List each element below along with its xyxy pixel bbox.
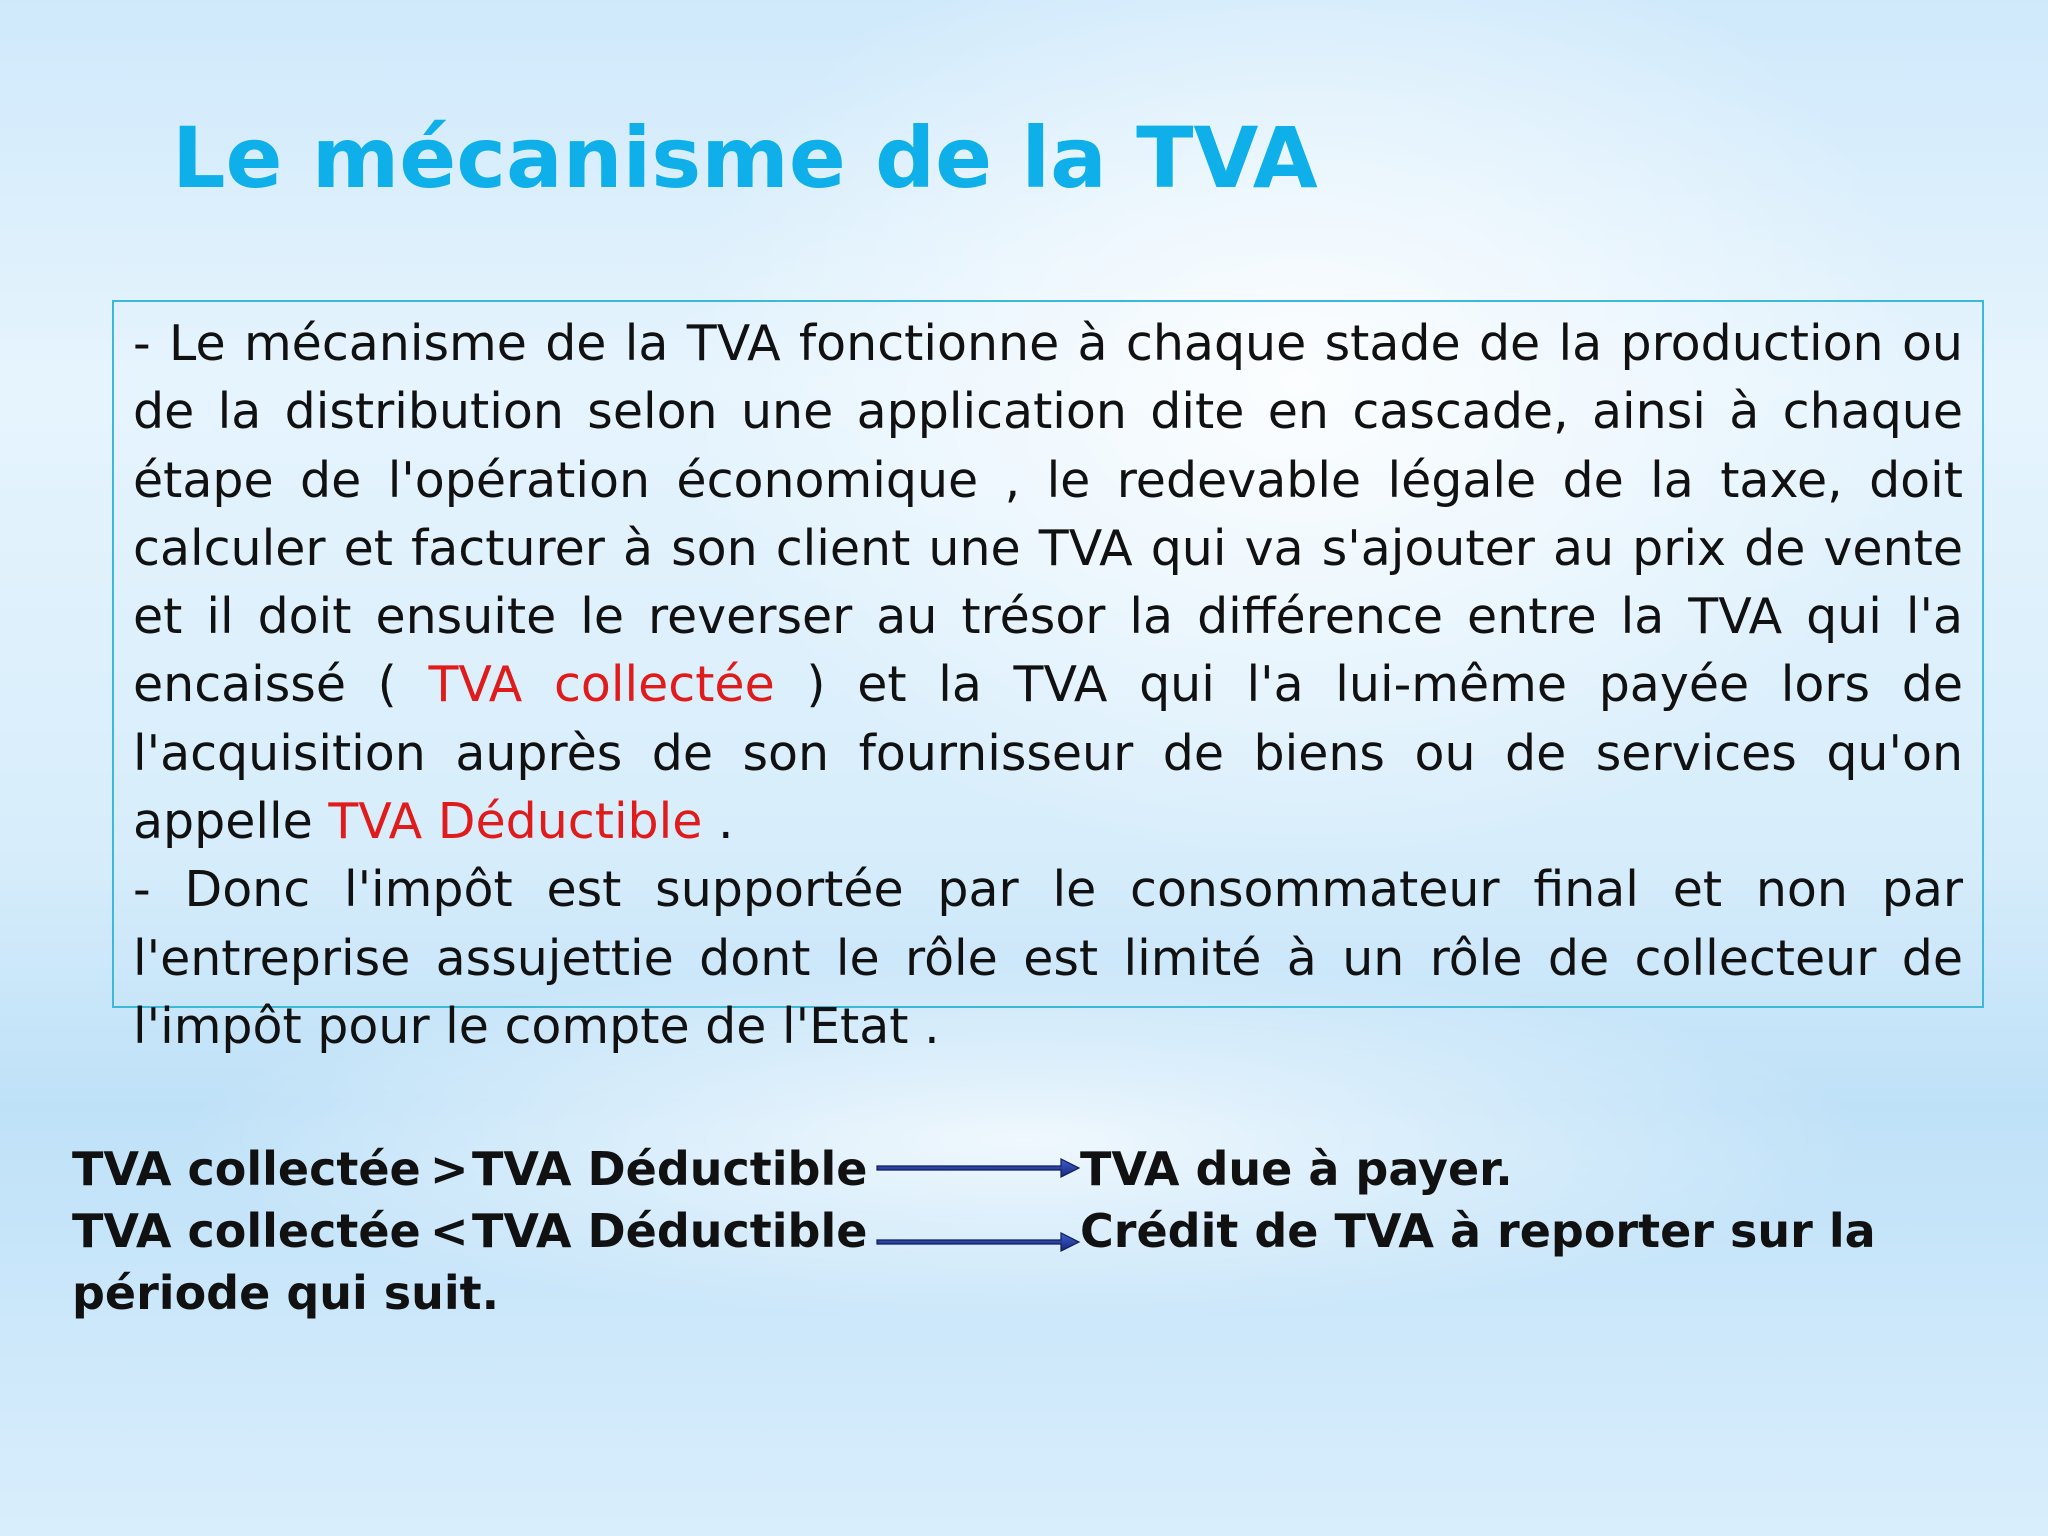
rule-continuation: période qui suit. <box>72 1266 500 1320</box>
paragraph-mechanism-text-a: - Le mécanisme de la TVA fonctionne à chaque stade de la production ou de la distribution selon une application dite en cascade, ainsi à chaque étape de l'opération économique , le redevable légale de la taxe, doit calculer et facturer à son client une TVA qui va s'ajouter au prix de vente et il doit ensuite le reverser au trésor la différence entre la TVA qui l'a encaissé ( <box>133 315 1963 714</box>
rule-right-term: TVA Déductible <box>472 1142 868 1196</box>
slide-title: Le mécanisme de la TVA <box>172 109 1318 207</box>
highlight-tva-collectee: TVA collectée <box>428 656 775 714</box>
rule-left-term: TVA collectée <box>72 1142 421 1196</box>
paragraph-consumer: - Donc l'impôt est supportée par le consommateur final et non par l'entreprise assujettie dont le rôle est limité à un rôle de collecteur de l'impôt pour le compte de l'Etat . <box>133 861 1963 1055</box>
rule-row-credit <box>72 1200 1992 1262</box>
rule-operator-greater: > <box>430 1142 469 1196</box>
right-arrow-icon <box>875 1156 1097 1184</box>
paragraph-mechanism-text-c: . <box>702 793 734 851</box>
right-arrow-icon <box>875 1230 1097 1258</box>
rule-operator-less: < <box>430 1204 469 1258</box>
rule-row-due <box>72 1138 1992 1200</box>
body-text <box>133 310 1963 1061</box>
rule-result-due: TVA due à payer. <box>1080 1142 1513 1196</box>
highlight-tva-deductible: TVA Déductible <box>328 793 703 851</box>
rule-right-term: TVA Déductible <box>472 1204 868 1258</box>
paragraph-mechanism <box>133 310 1963 856</box>
paragraph-mechanism-text-b: ) et la TVA qui l'a lui-même payée lors de l'acquisition auprès de son fournisseur de biens ou de services qu'on appelle <box>133 656 1963 851</box>
rule-result-credit: Crédit de TVA à reporter sur la <box>1080 1204 1876 1258</box>
tva-rules <box>72 1138 1992 1324</box>
rule-left-term: TVA collectée <box>72 1204 421 1258</box>
